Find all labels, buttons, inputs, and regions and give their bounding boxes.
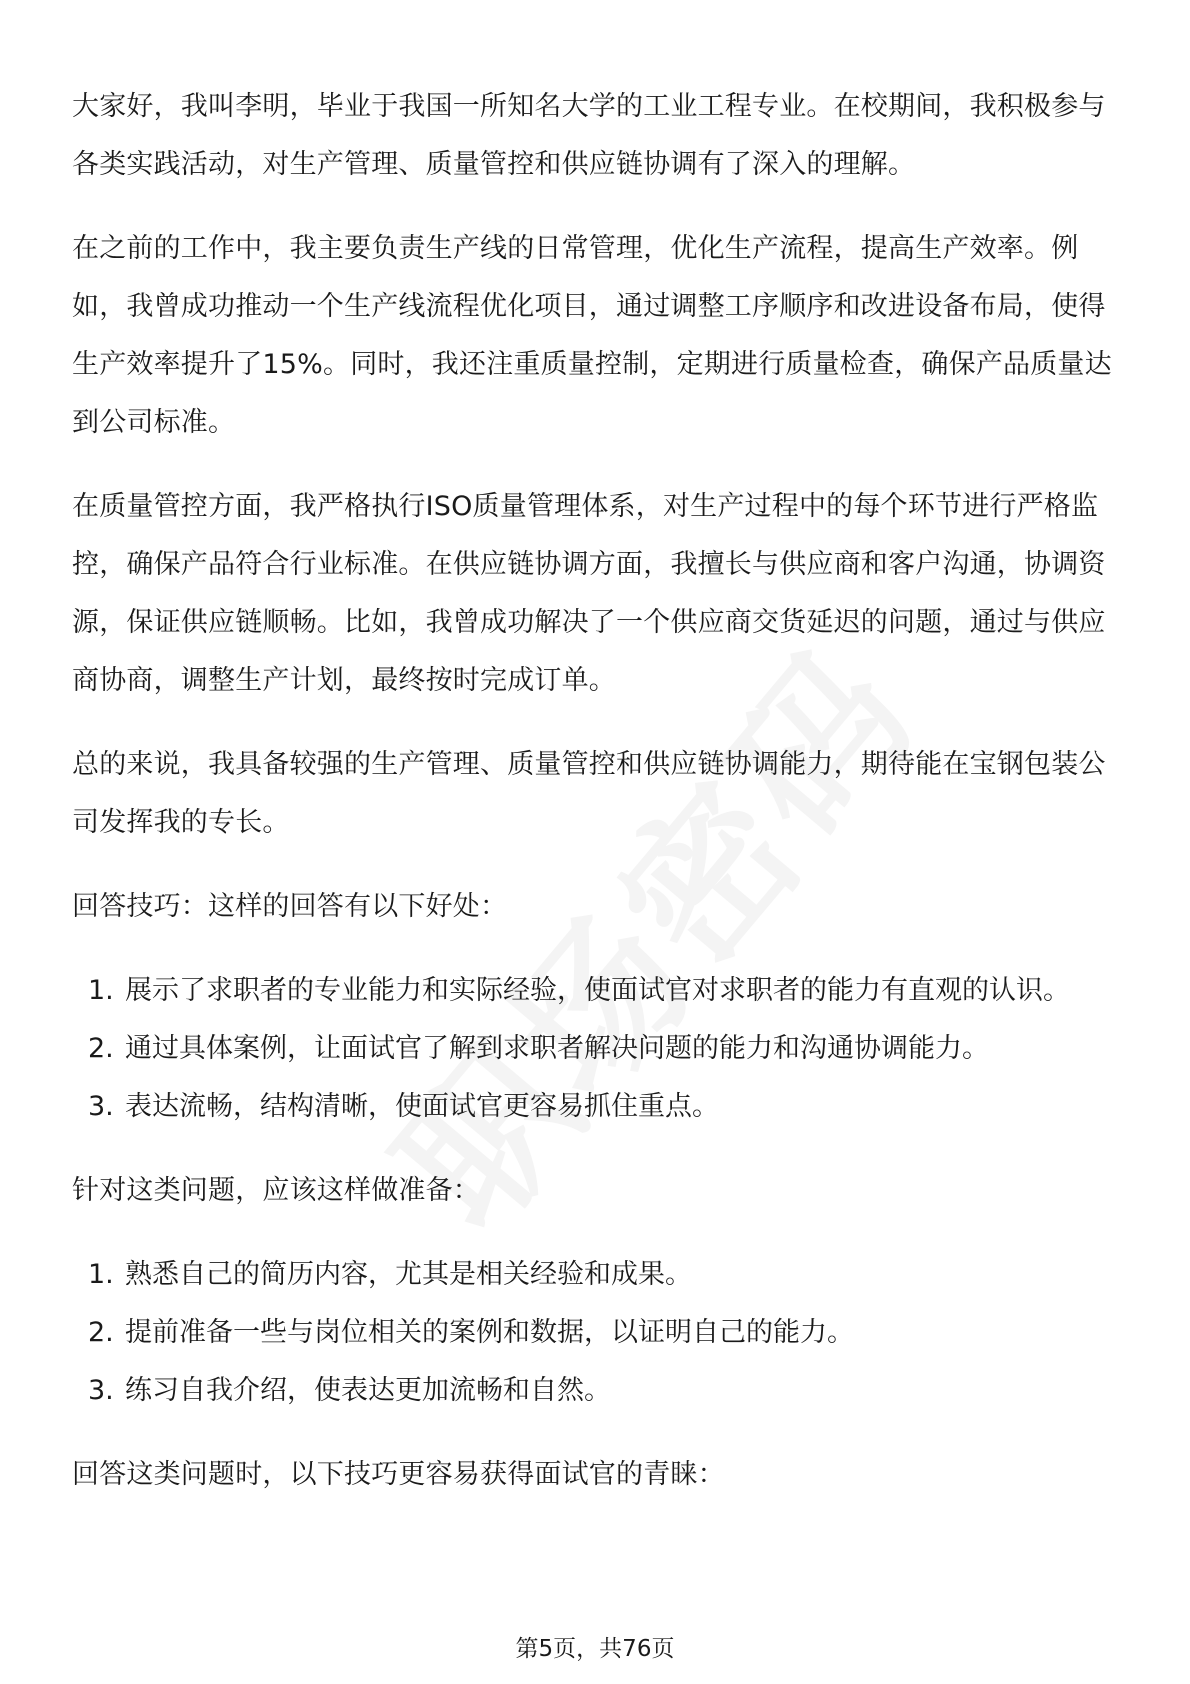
list-number: 3. <box>88 1375 114 1406</box>
list-item <box>72 1078 1118 1136</box>
list-number: 1. <box>88 1259 114 1290</box>
list-item-text: 练习自我介绍，使表达更加流畅和自然。 <box>125 1375 611 1406</box>
tips-heading: 回答技巧：这样的回答有以下好处： <box>72 891 508 922</box>
list-number: 3. <box>88 1091 114 1122</box>
list-item-text: 熟悉自己的简历内容，尤其是相关经验和成果。 <box>125 1259 692 1290</box>
document-body <box>72 78 1118 1530</box>
list-item-text: 提前准备一些与岗位相关的案例和数据，以证明自己的能力。 <box>125 1317 854 1348</box>
list-item-text: 表达流畅，结构清晰，使面试官更容易抓住重点。 <box>125 1091 719 1122</box>
list-number: 2. <box>88 1033 114 1064</box>
list-item <box>72 962 1118 1020</box>
list-item <box>72 1304 1118 1362</box>
list-number: 2. <box>88 1317 114 1348</box>
closing-heading: 回答这类问题时，以下技巧更容易获得面试官的青睐： <box>72 1459 725 1490</box>
list-item-text: 展示了求职者的专业能力和实际经验，使面试官对求职者的能力有直观的认识。 <box>125 975 1070 1006</box>
list-item <box>72 1020 1118 1078</box>
tips-list <box>72 962 1118 1136</box>
paragraph-summary: 总的来说，我具备较强的生产管理、质量管控和供应链协调能力，期待能在宝钢包装公司发挥我的专长。 <box>72 749 1106 838</box>
prep-list <box>72 1246 1118 1420</box>
paragraph-intro: 大家好，我叫李明，毕业于我国一所知名大学的工业工程专业。在校期间，我积极参与各类实践活动，对生产管理、质量管控和供应链协调有了深入的理解。 <box>72 91 1106 180</box>
list-item <box>72 1246 1118 1304</box>
paragraph-quality-supply: 在质量管控方面，我严格执行ISO质量管理体系，对生产过程中的每个环节进行严格监控，确保产品符合行业标准。在供应链协调方面，我擅长与供应商和客户沟通，协调资源，保证供应链顺畅。比如，我曾成功解决了一个供应商交货延迟的问题，通过与供应商协商，调整生产计划，最终按时完成订单。 <box>72 491 1106 696</box>
prep-heading: 针对这类问题，应该这样做准备： <box>72 1175 480 1206</box>
list-item <box>72 1362 1118 1420</box>
list-number: 1. <box>88 975 114 1006</box>
list-item-text: 通过具体案例，让面试官了解到求职者解决问题的能力和沟通协调能力。 <box>125 1033 989 1064</box>
page-number: 第5页，共76页 <box>515 1636 675 1662</box>
paragraph-experience: 在之前的工作中，我主要负责生产线的日常管理，优化生产流程，提高生产效率。例如，我曾成功推动一个生产线流程优化项目，通过调整工序顺序和改进设备布局，使得生产效率提升了15%。同时，我还注重质量控制，定期进行质量检查，确保产品质量达到公司标准。 <box>72 233 1112 438</box>
